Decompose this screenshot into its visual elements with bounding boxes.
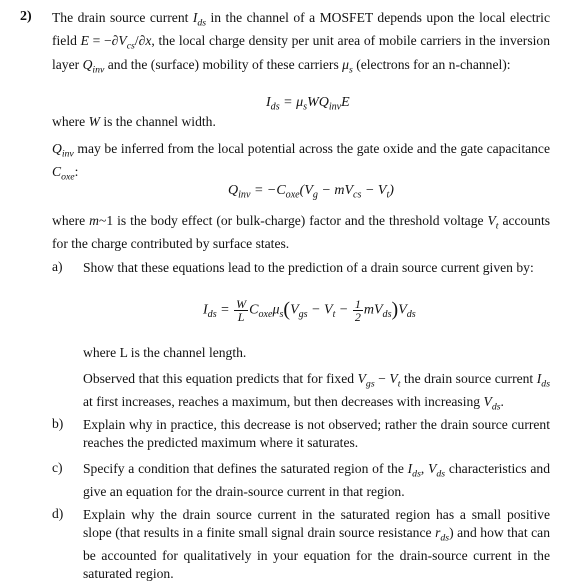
part-c-label: c): [52, 460, 63, 475]
equation-ids: $I_{ds}$ = $\frac{W}{L}$ $C_{oxe}\mu_s(V_{gs} - V_t$ − $\frac{1}{2}$ $mV_{ds})V_{ds}$: [203, 297, 416, 324]
part-a-label: a): [52, 259, 63, 274]
part-d-text: Explain why the drain source current in the saturated region has a small positive slope (that results in a finite small signal drain source resistance $r_{ds}$) and how that can be accounted for qualitatively in your equation for the drain-source current in the saturated region.: [83, 507, 550, 582]
part-b-text: Explain why in practice, this decrease is not observed; rather the drain source current reaches the predicted maximum where it saturates.: [83, 417, 550, 450]
part-d-label: d): [52, 506, 64, 521]
channel-width-note: where W is the channel width.: [52, 114, 216, 129]
part-b-label: b): [52, 416, 64, 431]
equation-current: $I_{ds} = \mu_sWQ_{inv}E$: [266, 95, 350, 113]
body-effect-paragraph: where m~1 is the body effect (or bulk-charge) factor and the threshold voltage $V_t$ accounts for the charge contributed by surface states.: [52, 213, 551, 252]
question-number: 2): [20, 9, 32, 24]
intro-paragraph: The drain source current $I_{ds}$ in the channel of a MOSFET depends upon the local electric field $E = -\partial V_{cs}/\partial x$, the local charge density per unit area of mobile carriers in the inversion layer $Q_{inv}$ and the (surface) mobility of these carriers $\mu_s$ (electrons for an n-channel):: [52, 10, 550, 76]
part-c-text: Specify a condition that defines the saturated region of the $I_{ds}$, $V_{ds}$ characteristics and give an equation for the drain-source current in that region.: [83, 461, 550, 500]
part-a-observation: Observed that this equation predicts that for fixed $V_{gs} - V_t$ the drain source current $I_{ds}$ at first increases, reaches a maximum, but then decreases with increasing $V_{ds}$.: [83, 371, 550, 413]
equation-qinv: $Q_{inv} = -C_{oxe}(V_g - mV_{cs} - V_t)$: [228, 183, 394, 201]
qinv-paragraph: $Q_{inv}$ may be inferred from the local potential across the gate oxide and the gate capacitance $C_{oxe}$:: [52, 141, 550, 183]
part-a-text: Show that these equations lead to the prediction of a drain source current given by:: [83, 260, 534, 275]
channel-length-note: where L is the channel length.: [83, 345, 247, 360]
